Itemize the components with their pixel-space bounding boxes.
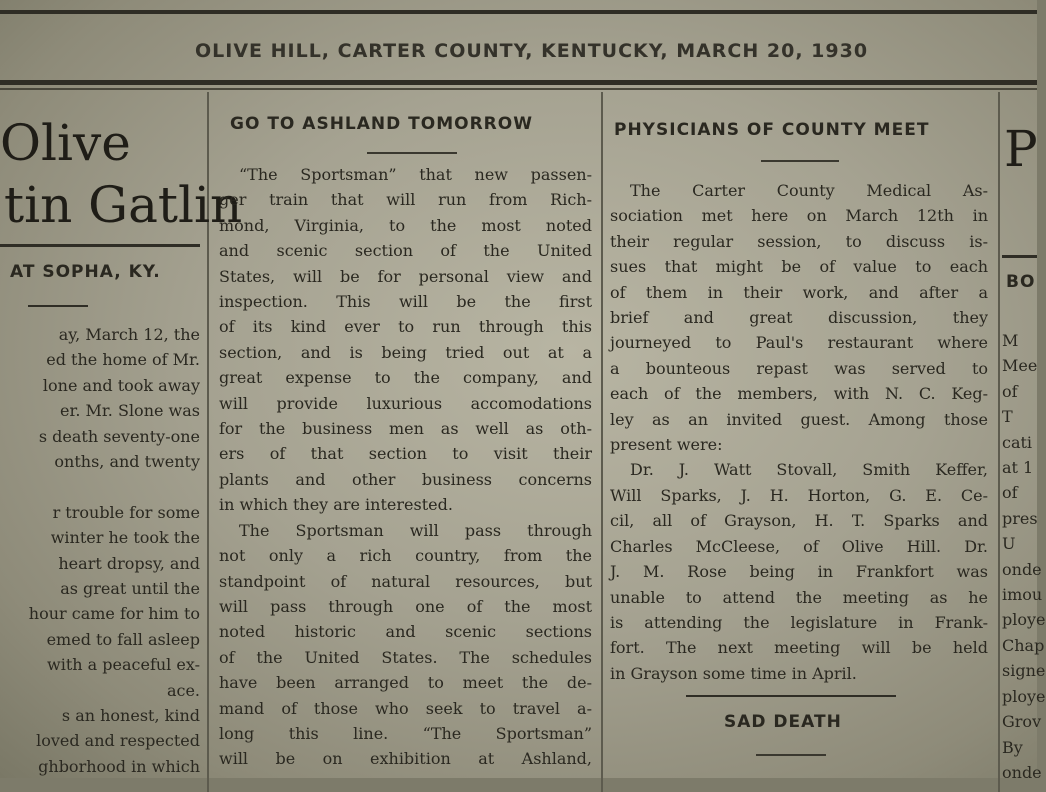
top-rule xyxy=(0,10,1037,14)
text-line: journeyed to Paul's restaurant where xyxy=(610,333,988,353)
text-line: ers of that section to visit their xyxy=(219,444,592,464)
text-line: Grov xyxy=(1002,712,1042,732)
right-headline: PHYSICIANS OF COUNTY MEET xyxy=(614,120,930,140)
left-headline-rule xyxy=(0,244,200,247)
text-line: U xyxy=(1002,534,1016,554)
text-line: in which they are interested. xyxy=(219,495,453,515)
far-right-subhead: BO xyxy=(1006,272,1036,292)
middle-headline-rule xyxy=(367,152,457,154)
text-line: of xyxy=(1002,483,1018,503)
text-line: ley as an invited guest. Among those xyxy=(610,409,988,429)
text-line: ploye xyxy=(1002,610,1046,630)
text-line: will be on exhibition at Ashland, xyxy=(219,749,592,769)
text-line: signe xyxy=(1002,661,1046,681)
text-line: J. M. Rose being in Frankfort was xyxy=(610,562,988,582)
far-right-headline: P xyxy=(1004,120,1038,178)
text-line: onde xyxy=(1002,559,1042,579)
text-line: cati xyxy=(1002,432,1033,452)
text-line: their regular session, to discuss is- xyxy=(610,231,988,251)
text-line: unable to attend the meeting as he xyxy=(610,587,988,607)
text-line: onde xyxy=(1002,762,1042,782)
far-right-body xyxy=(1002,328,1046,785)
text-line: ace. xyxy=(166,680,200,700)
text-line: will provide luxurious accomodations xyxy=(219,393,592,413)
text-line: er. Mr. Slone was xyxy=(60,401,200,421)
text-line: present were: xyxy=(610,435,723,455)
text-line: standpoint of natural resources, but xyxy=(219,571,592,591)
middle-body xyxy=(219,162,592,772)
text-line: not only a rich country, from the xyxy=(219,546,592,566)
far-right-rule xyxy=(1002,255,1037,258)
text-line: Mee xyxy=(1002,356,1038,376)
text-line: fort. The next meeting will be held xyxy=(610,638,988,658)
text-line: mand of those who seek to travel a- xyxy=(219,698,592,718)
right-second-rule xyxy=(756,754,826,756)
far-right-column xyxy=(1002,100,1046,782)
text-line: have been arranged to meet the de- xyxy=(219,673,592,693)
text-line: will pass through one of the most xyxy=(219,596,592,616)
column-rule-3 xyxy=(998,92,1000,792)
text-line: Will Sparks, J. H. Horton, G. E. Ce- xyxy=(610,485,988,505)
right-body xyxy=(610,178,988,686)
text-line: ger train that will run from Rich- xyxy=(219,190,592,210)
right-headline-rule xyxy=(761,160,839,162)
text-line: s death seventy-one xyxy=(38,426,200,446)
text-line: hour came for him to xyxy=(28,604,200,624)
text-line: By xyxy=(1002,737,1023,757)
text-line: a bounteous repast was served to xyxy=(610,358,988,378)
text-line: mond, Virginia, to the most noted xyxy=(219,215,592,235)
text-line: in Grayson some time in April. xyxy=(610,663,857,683)
dateline: OLIVE HILL, CARTER COUNTY, KENTUCKY, MARCH 20, 1930 xyxy=(195,40,869,62)
text-line: at 1 xyxy=(1002,458,1034,478)
text-line: with a peaceful ex- xyxy=(47,655,200,675)
text-line: Chap xyxy=(1002,635,1045,655)
masthead-rule-thin xyxy=(0,88,1037,90)
text-line: loved and respected xyxy=(36,731,200,751)
text-line: heart dropsy, and xyxy=(58,553,200,573)
text-line: The Sportsman will pass through xyxy=(239,520,592,540)
text-line: and scenic section of the United xyxy=(219,241,592,261)
masthead-rule xyxy=(0,80,1037,85)
text-line: M xyxy=(1002,331,1019,350)
right-second-headline: SAD DEATH xyxy=(724,712,842,732)
text-line: long this line. “The Sportsman” xyxy=(219,723,592,743)
text-line: sociation met here on March 12th in xyxy=(610,206,988,226)
middle-headline: GO TO ASHLAND TOMORROW xyxy=(230,114,533,134)
left-column xyxy=(0,100,243,778)
text-line: T xyxy=(1002,407,1013,427)
text-line: “The Sportsman” that new passen- xyxy=(239,165,592,184)
left-subhead: AT SOPHA, KY. xyxy=(10,262,161,282)
text-line: imou xyxy=(1002,585,1043,605)
text-line: Charles McCleese, of Olive Hill. Dr. xyxy=(610,536,988,556)
left-body xyxy=(0,322,200,779)
text-line: r trouble for some xyxy=(52,502,200,522)
text-line: as great until the xyxy=(60,579,200,599)
text-line: of its kind ever to run through this xyxy=(219,317,592,337)
text-line: of xyxy=(1002,381,1018,401)
right-column xyxy=(606,100,994,778)
text-line: great expense to the company, and xyxy=(219,368,592,388)
text-line: is attending the legislature in Frank- xyxy=(610,612,988,632)
right-section-rule xyxy=(686,695,896,697)
left-headline-1: Olive xyxy=(0,114,131,172)
left-headline-2: tin Gatlin xyxy=(4,176,243,234)
left-sub-rule xyxy=(28,305,88,307)
text-line: plants and other business concerns xyxy=(219,469,592,489)
text-line: ed the home of Mr. xyxy=(46,350,200,370)
text-line xyxy=(0,474,200,499)
text-line: cil, all of Grayson, H. T. Sparks and xyxy=(610,511,988,531)
text-line: emed to fall asleep xyxy=(46,629,200,649)
text-line: ay, March 12, the xyxy=(58,325,200,344)
text-line: ghborhood in which xyxy=(38,756,200,776)
middle-column xyxy=(212,100,597,778)
text-line: of the United States. The schedules xyxy=(219,647,592,667)
text-line: pres xyxy=(1002,508,1038,528)
text-line: States, will be for personal view and xyxy=(219,266,592,286)
column-rule-2 xyxy=(601,92,603,792)
text-line: inspection. This will be the first xyxy=(219,292,592,312)
text-line: Dr. J. Watt Stovall, Smith Keffer, xyxy=(630,460,988,480)
text-line: brief and great discussion, they xyxy=(610,308,988,328)
text-line: onths, and twenty xyxy=(54,452,200,472)
text-line: winter he took the xyxy=(50,528,200,548)
text-line: section, and is being tried out at a xyxy=(219,342,592,362)
text-line: each of the members, with N. C. Keg- xyxy=(610,384,988,404)
text-line: s an honest, kind xyxy=(61,706,200,726)
text-line: lone and took away xyxy=(42,375,200,395)
text-line: sues that might be of value to each xyxy=(610,257,988,277)
text-line: ploye xyxy=(1002,686,1046,706)
text-line: of them in their work, and after a xyxy=(610,282,988,302)
text-line: for the business men as well as oth- xyxy=(219,419,592,439)
text-line: The Carter County Medical As- xyxy=(630,181,988,200)
text-line: noted historic and scenic sections xyxy=(219,622,592,642)
